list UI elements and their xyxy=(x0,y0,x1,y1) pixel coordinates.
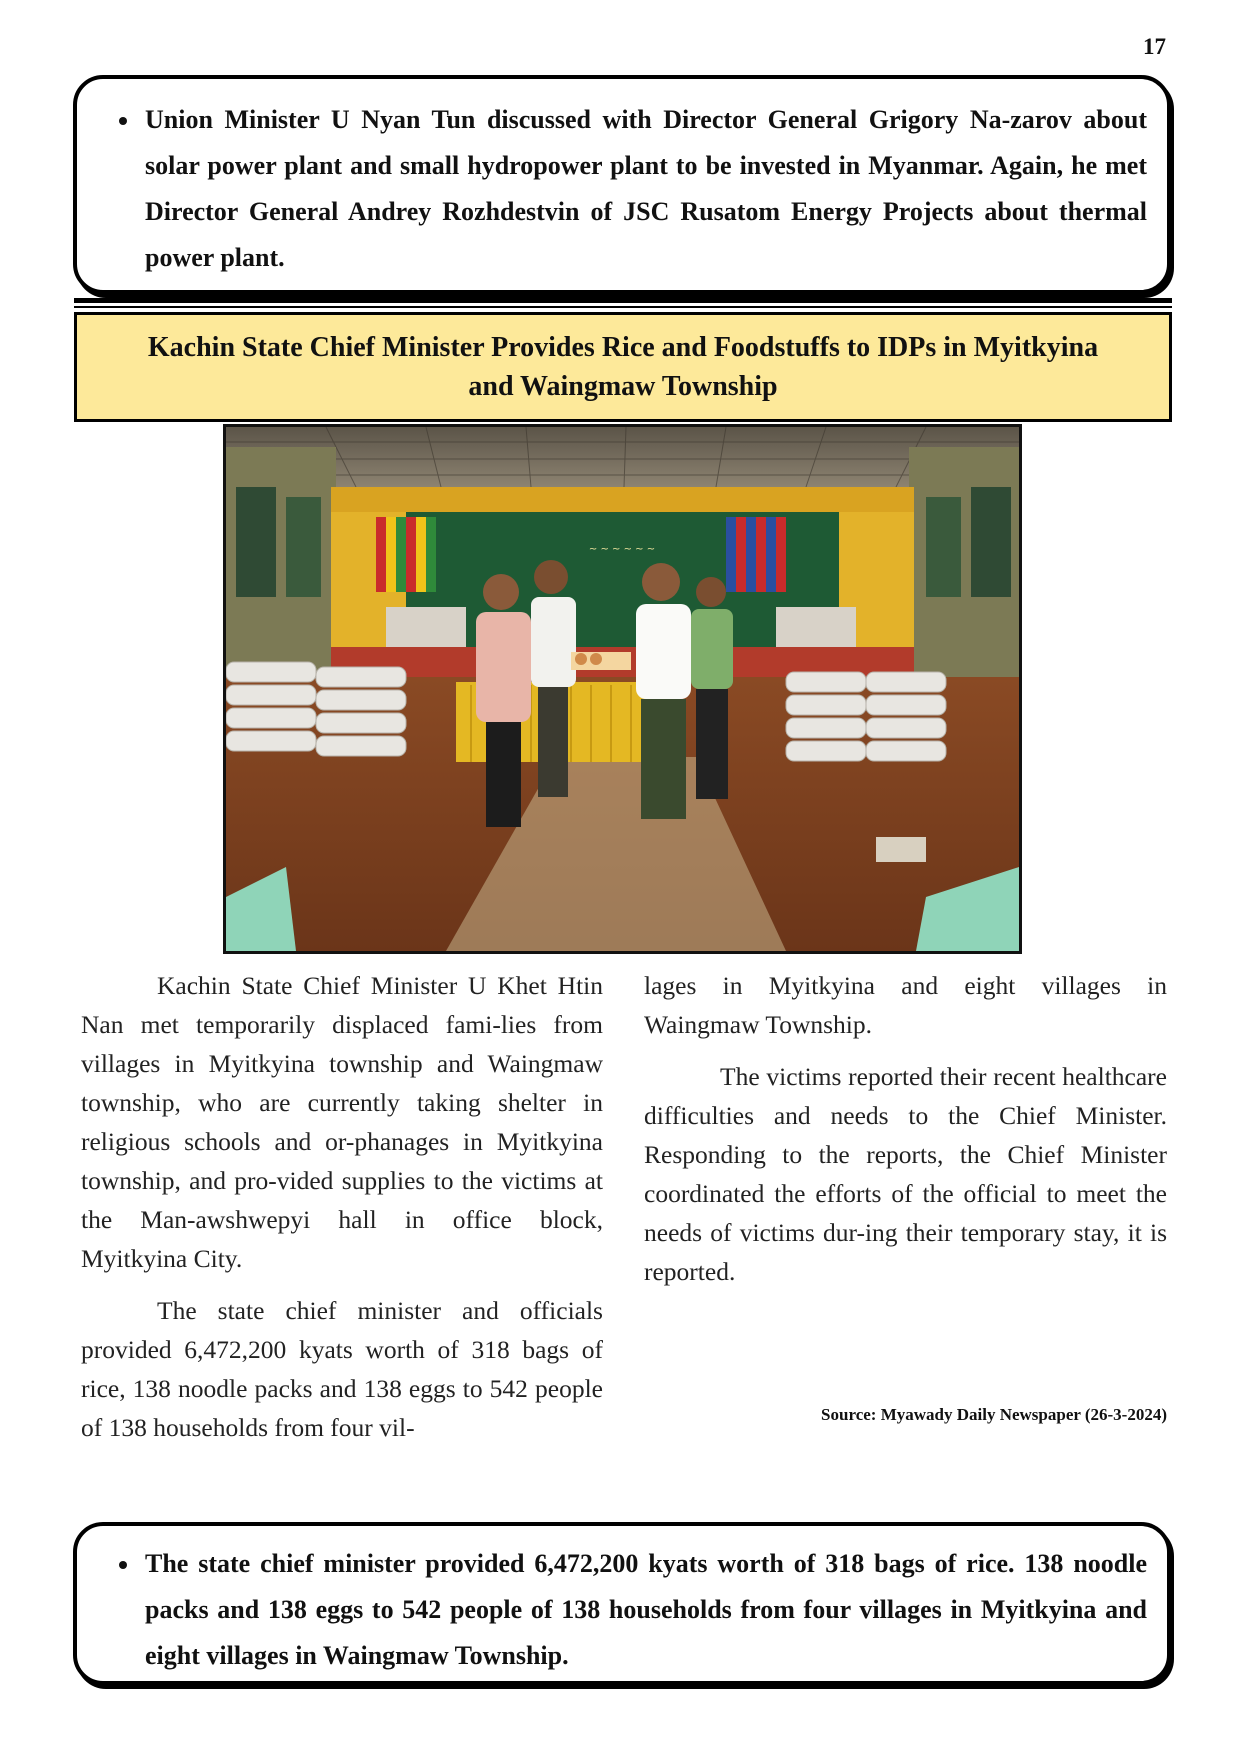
summary-item-bottom: • The state chief minister provided 6,472,200 kyats worth of 318 bags of rice. 138 noodle packs and 138 eggs to 542 people of 138 households from four villages in Myitkyina and eight villages in Waingmaw Township. xyxy=(141,1541,1147,1679)
page-number: 17 xyxy=(1143,34,1166,59)
article-paragraph: Kachin State Chief Minister U Khet Htin Nan met temporarily displaced fami-lies from villages in Myitkyina township and Waingmaw township, who are currently taking shelter in religious schools and or-phanages in Myitkyina township, and pro-vided supplies to the victims at the Man-awshwepyi hall in office block, Myitkyina City. xyxy=(81,971,603,1273)
article-column-right xyxy=(644,966,1167,1291)
article-paragraph: The victims reported their recent healthcare difficulties and needs to the Chief Minister. Responding to the reports, the Chief Minister coordinated the efforts of the official to meet the needs of victims dur-ing their temporary stay, it is reported. xyxy=(644,1062,1167,1286)
section-divider xyxy=(74,298,1172,303)
article-paragraph-continued: lages in Myitkyina and eight villages in Waingmaw Township. xyxy=(644,971,1167,1039)
summary-item-top: • Union Minister U Nyan Tun discussed with Director General Grigory Na-zarov about solar power plant and small hydropower plant to be invested in Myanmar. Again, he met Director General Andrey Rozhdestvin of JSC Rusatom Energy Projects about thermal power plant. xyxy=(141,97,1147,281)
article-paragraph: The state chief minister and officials provided 6,472,200 kyats worth of 318 bags of rice, 138 noodle packs and 138 eggs to 542 people of 138 households from four vil- xyxy=(81,1296,603,1442)
summary-list-top xyxy=(95,97,1147,281)
headline-line-1: Kachin State Chief Minister Provides Rice and Foodstuffs to IDPs in Myitkyina xyxy=(147,332,1099,363)
article-headline xyxy=(74,312,1172,422)
section-divider-thin xyxy=(74,306,1172,308)
svg-text:~ ~ ~ ~ ~ ~: ~ ~ ~ ~ ~ ~ xyxy=(588,544,656,555)
article-photo xyxy=(223,424,1022,954)
headline-line-2: and Waingmaw Township xyxy=(468,371,778,402)
summary-box-top xyxy=(73,75,1171,294)
article-column-left xyxy=(81,966,603,1447)
article-source: Source: Myawady Daily Newspaper (26-3-2024) xyxy=(821,1405,1167,1424)
summary-box-bottom xyxy=(73,1522,1171,1685)
photo-illustration xyxy=(226,427,1019,951)
summary-list-bottom xyxy=(95,1541,1147,1679)
